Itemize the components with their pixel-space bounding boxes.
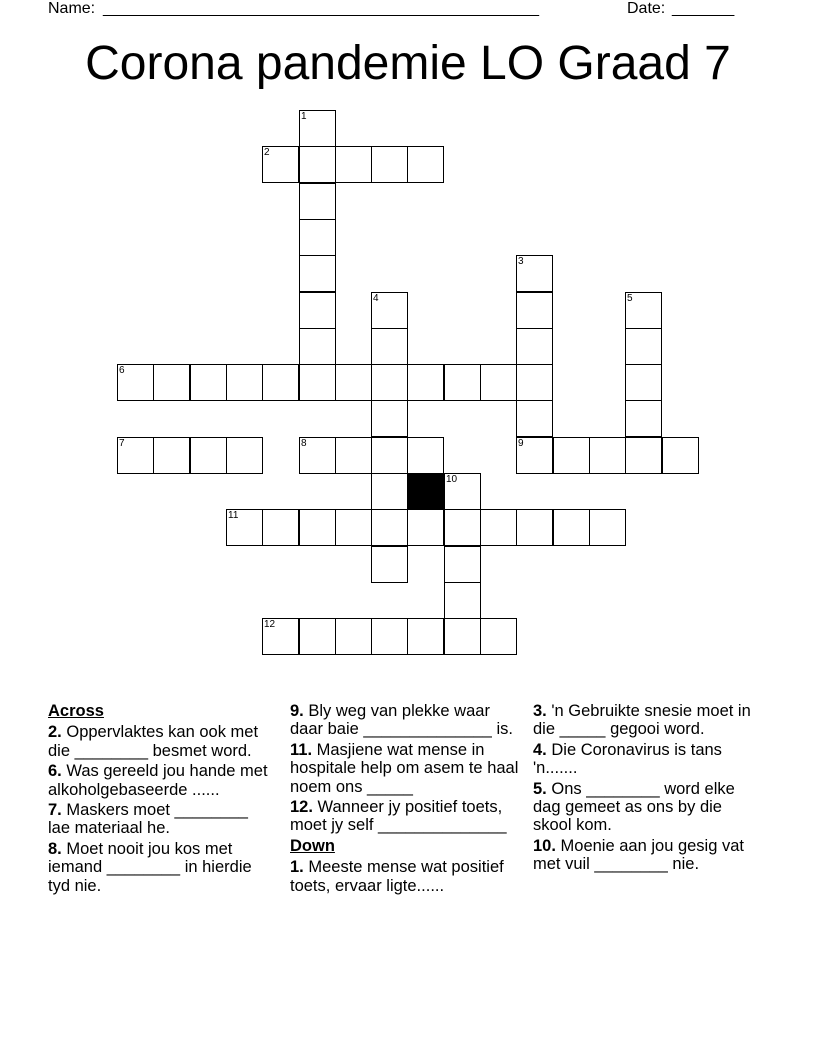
grid-cell[interactable] bbox=[335, 618, 372, 655]
clue-across-12 bbox=[290, 798, 522, 835]
clue-across-6 bbox=[48, 762, 273, 799]
clue-number: 6. bbox=[48, 762, 62, 781]
grid-cell[interactable] bbox=[625, 400, 662, 437]
grid-cell[interactable] bbox=[407, 618, 444, 655]
grid-cell[interactable] bbox=[371, 473, 408, 510]
grid-cell[interactable] bbox=[262, 146, 299, 183]
grid-cell[interactable] bbox=[625, 328, 662, 365]
grid-cell[interactable] bbox=[153, 437, 190, 474]
grid-cell[interactable] bbox=[516, 292, 553, 329]
grid-cell[interactable] bbox=[480, 509, 517, 546]
grid-cell[interactable] bbox=[299, 509, 336, 546]
grid-cell[interactable] bbox=[335, 509, 372, 546]
clue-down-1 bbox=[290, 858, 522, 895]
cell-number: 3 bbox=[518, 256, 524, 267]
clue-down-5 bbox=[533, 780, 765, 835]
clue-number: 4. bbox=[533, 740, 547, 759]
cell-number: 9 bbox=[518, 438, 524, 449]
grid-cell[interactable] bbox=[299, 110, 336, 147]
clue-number: 1. bbox=[290, 858, 304, 877]
grid-cell[interactable] bbox=[371, 146, 408, 183]
grid-cell[interactable] bbox=[444, 546, 481, 583]
grid-cell[interactable] bbox=[589, 437, 626, 474]
grid-cell[interactable] bbox=[553, 437, 590, 474]
grid-cell[interactable] bbox=[299, 618, 336, 655]
name-label: Name: bbox=[48, 0, 96, 17]
grid-cell[interactable] bbox=[553, 509, 590, 546]
grid-cell[interactable] bbox=[190, 364, 227, 401]
grid-cell[interactable] bbox=[516, 364, 553, 401]
grid-cell[interactable] bbox=[371, 546, 408, 583]
grid-cell[interactable] bbox=[662, 437, 699, 474]
grid-cell[interactable] bbox=[444, 618, 481, 655]
clue-across-9 bbox=[290, 702, 522, 739]
clue-number: 9. bbox=[290, 702, 304, 720]
cell-number: 2 bbox=[264, 147, 270, 158]
clue-text: Oppervlaktes kan ook met die ________ besmet word. bbox=[48, 723, 259, 760]
grid-cell[interactable] bbox=[299, 292, 336, 329]
page-title: Corona pandemie LO Graad 7 bbox=[85, 37, 731, 90]
clue-text: Moenie aan jou gesig vat met vuil ________ nie. bbox=[533, 836, 744, 874]
grid-cell[interactable] bbox=[444, 509, 481, 546]
clue-text: 'n Gebruikte snesie moet in die _____ gegooi word. bbox=[533, 702, 751, 739]
grid-cell[interactable] bbox=[516, 509, 553, 546]
clue-number: 8. bbox=[48, 839, 62, 858]
grid-cell[interactable] bbox=[153, 364, 190, 401]
grid-cell[interactable] bbox=[262, 364, 299, 401]
grid-cell[interactable] bbox=[226, 437, 263, 474]
grid-cell[interactable] bbox=[226, 364, 263, 401]
grid-cell[interactable] bbox=[371, 509, 408, 546]
clue-text: Wanneer jy positief toets, moet jy self ______________ bbox=[290, 798, 507, 835]
clue-text: Meeste mense wat positief toets, ervaar ligte...... bbox=[290, 858, 504, 895]
grid-cell[interactable] bbox=[226, 509, 263, 546]
clues-column-3 bbox=[533, 702, 765, 876]
grid-cell[interactable] bbox=[516, 328, 553, 365]
clue-number: 5. bbox=[533, 779, 547, 798]
grid-cell[interactable] bbox=[589, 509, 626, 546]
grid-cell[interactable] bbox=[299, 146, 336, 183]
clue-text: Moet nooit jou kos met iemand ________ in hierdie tyd nie. bbox=[48, 839, 252, 895]
grid-cell[interactable] bbox=[407, 364, 444, 401]
clue-across-8 bbox=[48, 840, 273, 895]
clue-number: 7. bbox=[48, 801, 62, 820]
grid-cell[interactable] bbox=[335, 364, 372, 401]
grid-cell[interactable] bbox=[117, 437, 154, 474]
clue-number: 10. bbox=[533, 836, 556, 855]
grid-cell[interactable] bbox=[444, 473, 481, 510]
clue-text: Die Coronavirus is tans 'n....... bbox=[533, 740, 722, 778]
grid-cell[interactable] bbox=[262, 509, 299, 546]
clues-column-1 bbox=[48, 702, 273, 897]
grid-cell[interactable] bbox=[480, 618, 517, 655]
grid-cell[interactable] bbox=[407, 509, 444, 546]
grid-cell[interactable] bbox=[299, 219, 336, 256]
grid-cell[interactable] bbox=[371, 292, 408, 329]
clue-text: Was gereeld jou hande met alkoholgebaseerde ...... bbox=[48, 762, 268, 799]
clue-number: 3. bbox=[533, 702, 547, 720]
cell-number: 4 bbox=[373, 293, 379, 304]
date-field[interactable]: _______ bbox=[672, 0, 735, 17]
clues-column-2 bbox=[290, 702, 522, 897]
cell-number: 7 bbox=[119, 438, 125, 449]
grid-cell[interactable] bbox=[407, 437, 444, 474]
grid-cell[interactable] bbox=[625, 292, 662, 329]
grid-cell[interactable] bbox=[371, 364, 408, 401]
grid-cell[interactable] bbox=[299, 328, 336, 365]
clue-down-4 bbox=[533, 741, 765, 778]
grid-cell[interactable] bbox=[299, 364, 336, 401]
date-label: Date: bbox=[627, 0, 666, 17]
clue-text: Maskers moet ________ lae materiaal he. bbox=[48, 801, 248, 838]
name-field[interactable]: _________________________________________________ bbox=[103, 0, 540, 17]
grid-cell[interactable] bbox=[335, 437, 372, 474]
clue-down-3 bbox=[533, 702, 765, 739]
grid-cell[interactable] bbox=[262, 618, 299, 655]
cell-number: 1 bbox=[301, 111, 307, 122]
grid-cell[interactable] bbox=[516, 400, 553, 437]
grid-cell[interactable] bbox=[299, 437, 336, 474]
grid-cell[interactable] bbox=[371, 400, 408, 437]
across-heading: Across bbox=[48, 702, 104, 720]
cell-number: 6 bbox=[119, 365, 125, 376]
clue-across-11 bbox=[290, 741, 522, 796]
grid-cell[interactable] bbox=[444, 364, 481, 401]
cell-number: 5 bbox=[627, 293, 633, 304]
clue-text: Masjiene wat mense in hospitale help om asem te haal noem ons _____ bbox=[290, 740, 519, 796]
cell-number: 11 bbox=[228, 510, 239, 521]
grid-cell[interactable] bbox=[625, 437, 662, 474]
grid-cell[interactable] bbox=[190, 437, 227, 474]
grid-cell[interactable] bbox=[516, 255, 553, 292]
grid-cell[interactable] bbox=[444, 582, 481, 619]
clue-text: Ons ________ word elke dag gemeet as ons by die skool kom. bbox=[533, 779, 735, 835]
grid-cell[interactable] bbox=[516, 437, 553, 474]
grid-cell[interactable] bbox=[117, 364, 154, 401]
clue-down-10 bbox=[533, 837, 765, 874]
clue-across-2 bbox=[48, 723, 273, 760]
grid-cell[interactable] bbox=[299, 255, 336, 292]
clue-number: 11. bbox=[290, 740, 313, 759]
clue-number: 2. bbox=[48, 723, 62, 742]
grid-cell[interactable] bbox=[480, 364, 517, 401]
cell-number: 12 bbox=[264, 619, 276, 630]
grid-cell[interactable] bbox=[335, 146, 372, 183]
cell-number: 8 bbox=[301, 438, 307, 449]
cell-number: 10 bbox=[446, 474, 458, 485]
grid-cell[interactable] bbox=[407, 146, 444, 183]
grid-block bbox=[407, 473, 444, 510]
clue-text: Bly weg van plekke waar daar baie ______________ is. bbox=[290, 702, 513, 739]
grid-cell[interactable] bbox=[371, 328, 408, 365]
grid-cell[interactable] bbox=[299, 183, 336, 220]
grid-cell[interactable] bbox=[371, 437, 408, 474]
clue-number: 12. bbox=[290, 798, 313, 817]
grid-cell[interactable] bbox=[371, 618, 408, 655]
grid-cell[interactable] bbox=[625, 364, 662, 401]
down-heading: Down bbox=[290, 836, 335, 855]
clue-across-7 bbox=[48, 801, 273, 838]
